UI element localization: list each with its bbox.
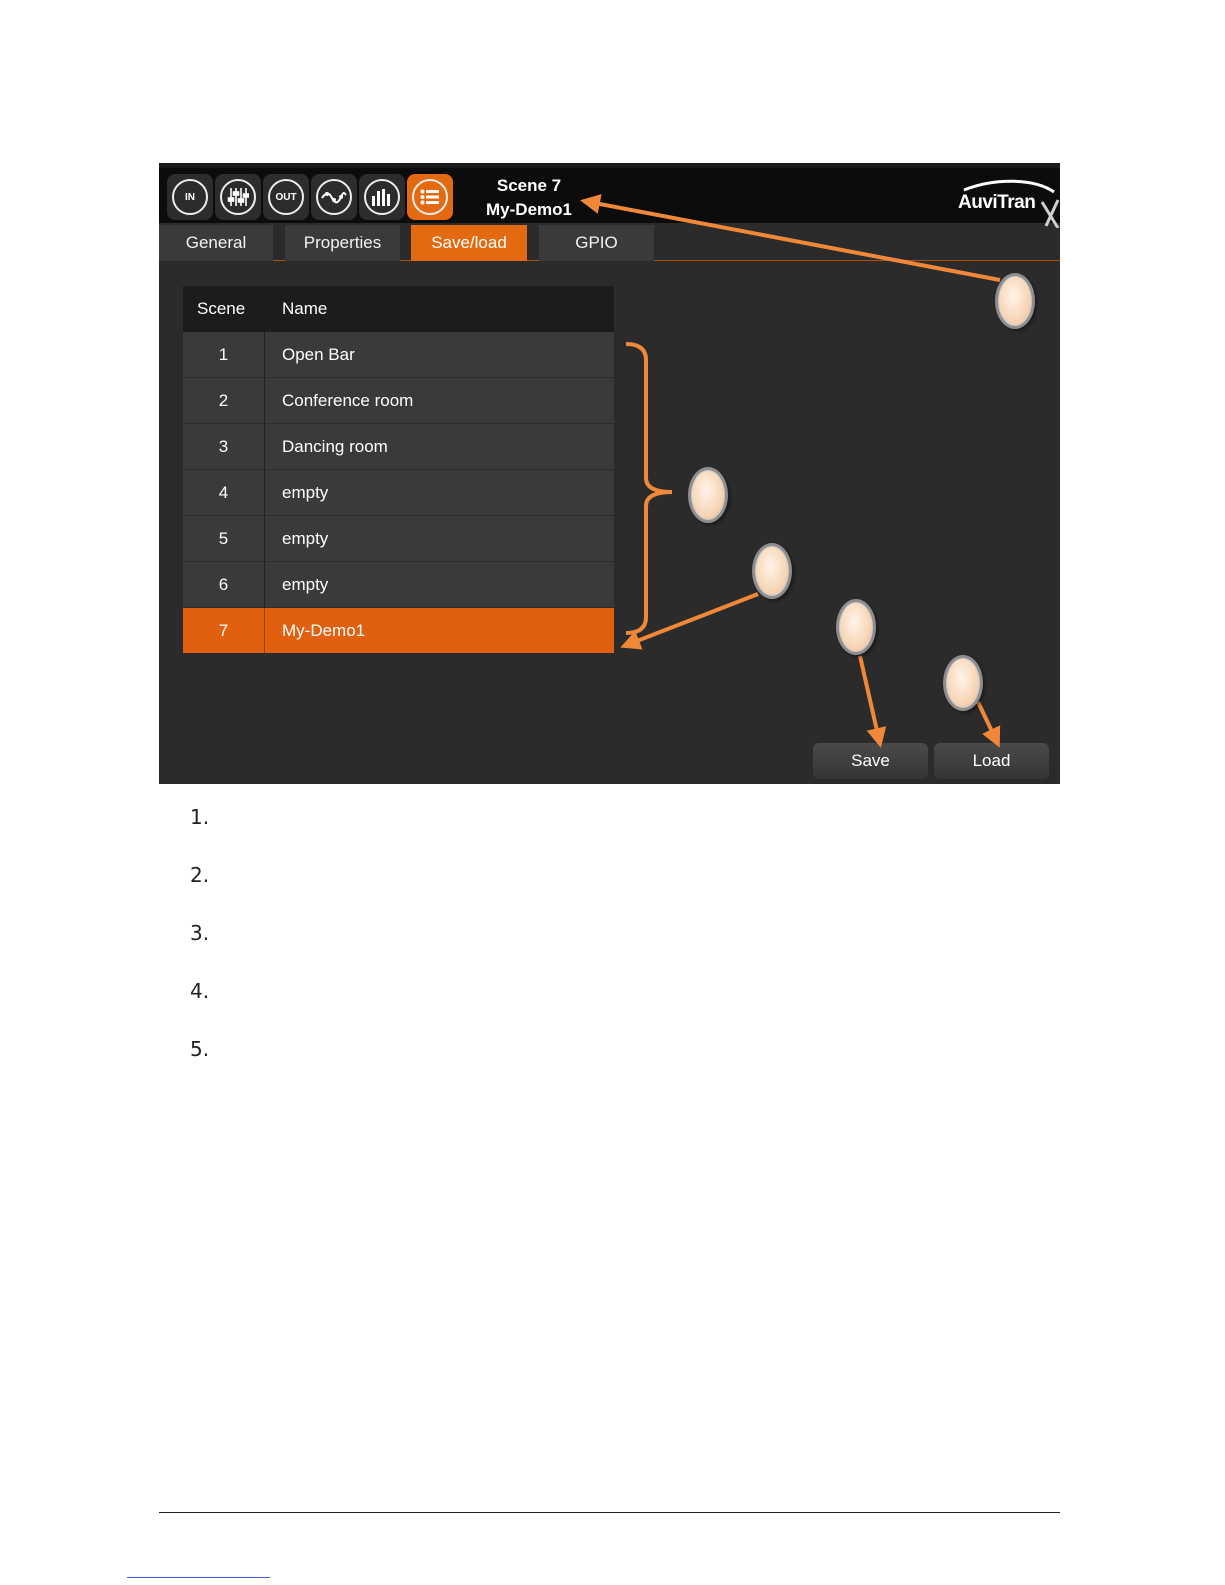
scene-number: 3 bbox=[183, 424, 265, 469]
table-row[interactable] bbox=[183, 424, 614, 469]
in-icon: IN bbox=[172, 179, 208, 215]
out-icon: OUT bbox=[268, 179, 304, 215]
top-toolbar bbox=[159, 163, 1060, 223]
eq-curve-icon bbox=[316, 179, 352, 215]
scene-manager-window bbox=[159, 163, 1060, 784]
column-header-name: Name bbox=[282, 299, 328, 318]
callout-marker-1 bbox=[995, 273, 1035, 329]
out-button[interactable] bbox=[263, 174, 309, 220]
table-row[interactable] bbox=[183, 378, 614, 423]
table-row[interactable] bbox=[183, 562, 614, 607]
callout-marker-4 bbox=[836, 599, 876, 655]
load-button[interactable]: Load bbox=[934, 743, 1049, 779]
table-header bbox=[183, 286, 614, 332]
meters-button[interactable] bbox=[359, 174, 405, 220]
current-scene-title bbox=[459, 174, 599, 222]
table-row-selected[interactable] bbox=[183, 608, 614, 653]
tab-gpio[interactable]: GPIO bbox=[539, 225, 654, 261]
tab-properties[interactable]: Properties bbox=[285, 225, 400, 261]
scene-name: Conference room bbox=[282, 391, 414, 410]
scene-name: empty bbox=[282, 529, 329, 548]
scene-name: My-Demo1 bbox=[282, 621, 366, 640]
mixer-button[interactable] bbox=[215, 174, 261, 220]
scene-name: Open Bar bbox=[282, 345, 355, 364]
scene-name: empty bbox=[282, 575, 329, 594]
eq-button[interactable] bbox=[311, 174, 357, 220]
scene-number: 2 bbox=[183, 378, 265, 423]
scene-number: 5 bbox=[183, 516, 265, 561]
faders-icon bbox=[220, 179, 256, 215]
scene-name: empty bbox=[282, 483, 329, 502]
tab-general[interactable]: General bbox=[159, 225, 273, 261]
callout-marker-5 bbox=[943, 655, 983, 711]
step-item: 2. bbox=[190, 863, 210, 887]
scene-table bbox=[183, 286, 614, 654]
list-icon bbox=[412, 179, 448, 215]
footer-link-underline[interactable] bbox=[127, 1577, 270, 1578]
callout-marker-2 bbox=[688, 467, 728, 523]
scene-number: 1 bbox=[183, 332, 265, 377]
table-row[interactable] bbox=[183, 516, 614, 561]
table-row[interactable] bbox=[183, 332, 614, 377]
in-button[interactable] bbox=[167, 174, 213, 220]
scene-number: 7 bbox=[183, 608, 265, 653]
auvitran-logo: AuviTran bbox=[954, 176, 1060, 228]
step-item: 3. bbox=[190, 921, 210, 945]
scene-number: 6 bbox=[183, 562, 265, 607]
callout-marker-3 bbox=[752, 543, 792, 599]
save-button[interactable]: Save bbox=[813, 743, 928, 779]
column-header-scene: Scene bbox=[197, 299, 246, 318]
current-scene-name: My-Demo1 bbox=[486, 200, 572, 219]
step-item: 4. bbox=[190, 979, 210, 1003]
scene-number: 4 bbox=[183, 470, 265, 515]
tab-bar bbox=[159, 225, 1060, 261]
scenes-button[interactable] bbox=[407, 174, 453, 220]
tab-save-load[interactable]: Save/load bbox=[411, 225, 527, 261]
current-scene-number: Scene 7 bbox=[496, 176, 562, 195]
table-row[interactable] bbox=[183, 470, 614, 515]
meters-icon bbox=[364, 179, 400, 215]
step-item: 1. bbox=[190, 805, 210, 829]
step-list bbox=[190, 805, 209, 1095]
step-item: 5. bbox=[190, 1037, 210, 1061]
scene-name: Dancing room bbox=[282, 437, 388, 456]
footer-divider bbox=[159, 1512, 1060, 1513]
